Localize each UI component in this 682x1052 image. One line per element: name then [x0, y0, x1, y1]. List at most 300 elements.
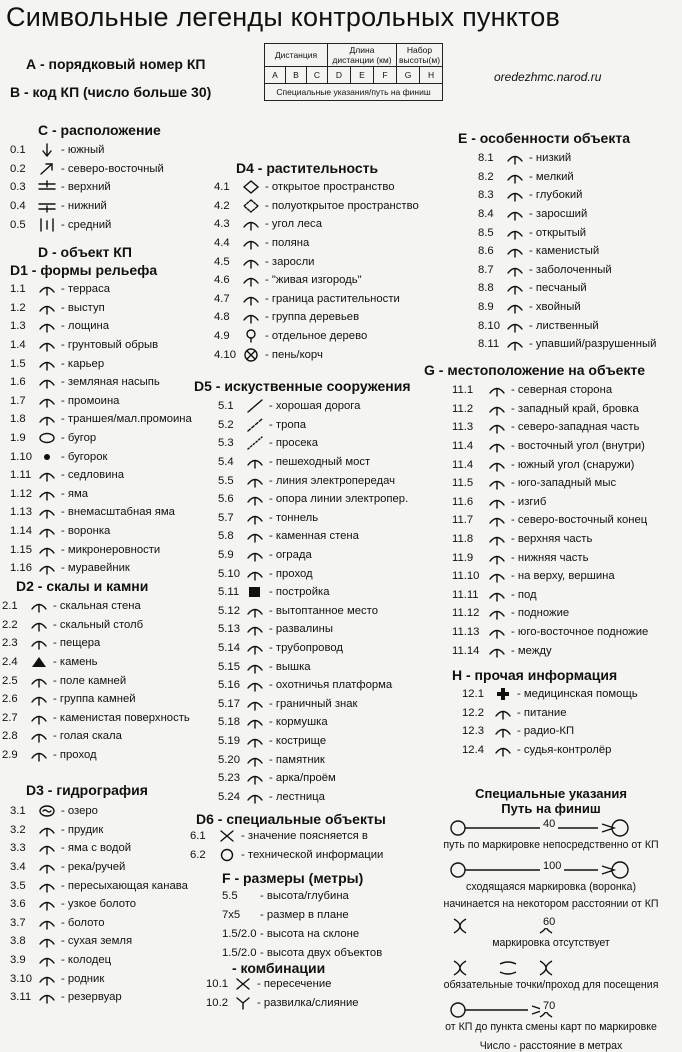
legend-item: [206, 974, 359, 993]
legend-text: - арка/проём: [269, 772, 336, 785]
legend-text: - вытоптанное место: [269, 604, 379, 617]
legend-text: - воронка: [61, 525, 111, 538]
pond-icon: [36, 823, 58, 837]
legend-code: 1.9: [10, 432, 26, 445]
north-side-icon: [486, 383, 508, 397]
firm-ground-icon: [36, 934, 58, 948]
shallow-icon: [504, 170, 526, 184]
road-icon: [244, 399, 266, 413]
legend-code: 5.24: [218, 790, 240, 803]
legend-text: - каменистый: [529, 245, 600, 258]
legend-text: - подножие: [511, 607, 570, 620]
legend-code: 11.2: [452, 402, 474, 415]
legend-code: 3.4: [10, 861, 26, 874]
legend-code: 1.12: [10, 487, 32, 500]
small-gully-icon: [36, 412, 58, 426]
legend-text: - заросший: [529, 208, 588, 221]
legend-code: 8.9: [478, 301, 494, 314]
legend-code: 1.6: [10, 376, 26, 389]
legend-text: - верхняя часть: [511, 533, 593, 546]
legend-code: 0.5: [10, 218, 26, 231]
legend-item: [478, 335, 656, 354]
legend-text: - изгиб: [511, 495, 547, 508]
legend-item: [452, 493, 648, 512]
legend-item: [2, 671, 190, 690]
legend-text: - пень/корч: [265, 348, 323, 361]
legend-item: [214, 290, 419, 309]
legend-item: [10, 485, 192, 504]
legend-code: 3.3: [10, 842, 26, 855]
legend-item: [10, 280, 192, 299]
first-aid-icon: [492, 687, 514, 701]
nw-part-icon: [486, 420, 508, 434]
legend-text: - западный край, бровка: [511, 402, 639, 415]
legend-item: [214, 271, 419, 290]
legend-item: [218, 546, 408, 565]
section-list-f: [222, 886, 382, 962]
legend-code: 4.4: [214, 237, 230, 250]
bare-rock-icon: [28, 729, 50, 743]
legend-code: 5.16: [218, 679, 240, 692]
clearing-icon: [240, 236, 262, 250]
open-land-icon: [240, 180, 262, 194]
tower-icon: [244, 660, 266, 674]
legend-code: 1.16: [10, 562, 32, 575]
small-depression-icon: [36, 505, 58, 519]
legend-text: - судья-контролёр: [517, 744, 612, 757]
section-title-d5: D5 - искуственные сооружения: [194, 378, 411, 394]
legend-code: 2.2: [2, 618, 18, 631]
feeder-icon: [244, 715, 266, 729]
legend-code: 0.4: [10, 200, 26, 213]
legend-code: 2.9: [2, 749, 18, 762]
legend-text: - камень: [53, 656, 98, 669]
legend-item: [218, 583, 408, 602]
legend-item: [218, 769, 408, 788]
legend-text: - выступ: [61, 301, 105, 314]
between-icon: [486, 644, 508, 658]
legend-item: [452, 623, 648, 642]
earth-bank-icon: [36, 338, 58, 352]
legend-code: 3.8: [10, 935, 26, 948]
special-row-text: от КП до пункта смены карт по маркировке: [445, 1021, 657, 1033]
legend-item: [452, 548, 648, 567]
legend-text: - озеро: [61, 805, 98, 818]
source-url: oredezhmc.narod.ru: [494, 70, 602, 84]
ruined-icon: [504, 337, 526, 351]
distance-value: 40: [540, 818, 558, 830]
table-column-h: H: [420, 67, 443, 84]
legend-text: - проход: [269, 567, 313, 580]
radio-icon: [492, 724, 514, 738]
legend-code: 1.5/2.0: [222, 927, 257, 940]
legend-text: - родник: [61, 972, 105, 985]
legend-item: [214, 178, 419, 197]
quarry-icon: [36, 357, 58, 371]
legend-code: 4.6: [214, 274, 230, 287]
well-icon: [36, 953, 58, 967]
stone-wall-icon: [244, 529, 266, 543]
section-list-d3: [10, 802, 188, 1007]
legend-code: 11.12: [452, 607, 480, 620]
legend-item: [10, 373, 192, 392]
legend-item: [452, 455, 648, 474]
sw-tip-icon: [486, 476, 508, 490]
legend-text: - хорошая дорога: [269, 400, 361, 413]
controller-icon: [492, 743, 514, 757]
boulder-cluster-icon: [28, 692, 50, 706]
legend-text: - микронеровности: [61, 543, 161, 556]
legend-item: [218, 416, 408, 435]
legend-item: [10, 178, 164, 197]
legend-text: - южный: [61, 144, 105, 157]
legend-text: - северо-восточный конец: [511, 514, 648, 527]
special-row: [420, 860, 682, 916]
legend-item: [10, 969, 188, 988]
east-corner-inside-icon: [486, 439, 508, 453]
legend-code: 3.11: [10, 991, 32, 1004]
legend-text: - заросли: [265, 255, 315, 268]
legend-item: [462, 685, 638, 704]
south-corner-outside-icon: [486, 458, 508, 472]
legend-item: [222, 905, 382, 924]
page-title: Символьные легенды контрольных пунктов: [6, 2, 561, 32]
ruin-icon: [244, 622, 266, 636]
legend-code: 8.11: [478, 338, 500, 351]
legend-code: 12.3: [462, 725, 484, 738]
legend-code: 8.3: [478, 189, 494, 202]
deep-icon: [504, 188, 526, 202]
legend-code: 6.2: [190, 848, 206, 861]
legend-code: 3.6: [10, 898, 26, 911]
legend-text: - яма: [61, 487, 89, 500]
legend-text: - на верху, вершина: [511, 570, 615, 583]
intro-a: А - порядковый номер КП: [26, 56, 206, 72]
legend-item: [478, 242, 656, 261]
legend-code: 10.1: [206, 977, 228, 990]
legend-code: 1.15: [10, 543, 32, 556]
legend-code: 2.4: [2, 656, 18, 669]
legend-item: [218, 602, 408, 621]
ditch-icon: [36, 879, 58, 893]
marshy-icon: [504, 263, 526, 277]
legend-code: 5.6: [218, 493, 234, 506]
legend-text: - лиственный: [529, 319, 599, 332]
legend-item: [10, 354, 192, 373]
legend-text: - глубокий: [529, 189, 583, 202]
legend-code: 11.3: [452, 421, 474, 434]
legend-item: [10, 802, 188, 821]
legend-item: [10, 429, 192, 448]
legend-item: [2, 616, 190, 635]
legend-item: [10, 447, 192, 466]
section-list-c: [10, 141, 164, 234]
section-title-e: E - особенности объекта: [458, 130, 630, 146]
legend-text: - промоина: [61, 394, 120, 407]
legend-code: 5.5: [218, 474, 234, 487]
legend-text: - между: [511, 644, 552, 657]
legend-code: 4.3: [214, 218, 230, 231]
legend-item: [452, 400, 648, 419]
legend-text: - пересечение: [257, 977, 332, 990]
terrace-icon: [36, 282, 58, 296]
legend-text: - нижний: [61, 200, 107, 213]
legend-code: 11.1: [452, 384, 474, 397]
legend-text: - упавший/разрушенный: [529, 338, 657, 351]
lake-icon: [36, 804, 58, 818]
special-row-text: маркировка отсутствует: [492, 937, 610, 949]
legend-text: - ограда: [269, 549, 312, 562]
legend-code: 5.9: [218, 549, 234, 562]
special-row-text: начинается на некотором расстоянии от КП: [443, 898, 659, 910]
legend-text: - кормушка: [269, 716, 328, 729]
legend-item: [10, 932, 188, 951]
legend-text: - седловина: [61, 469, 125, 482]
legend-code: 5.17: [218, 697, 240, 710]
legend-code: 5.4: [218, 456, 234, 469]
water-tank-icon: [36, 990, 58, 1004]
legend-item: [478, 168, 656, 187]
legend-text: - сухая земля: [61, 935, 133, 948]
legend-text: - радио-КП: [517, 725, 575, 738]
section-title-d1: D1 - формы рельефа: [10, 262, 158, 278]
legend-code: 8.8: [478, 282, 494, 295]
middle-icon: [36, 218, 58, 232]
control-description-table: [264, 43, 443, 101]
special-row: [420, 958, 682, 1000]
legend-text: - медицинская помощь: [517, 688, 638, 701]
legend-item: [478, 261, 656, 280]
stony-ground-icon: [28, 711, 50, 725]
section-list-comb: [206, 974, 359, 1012]
section-title-comb: - комбинации: [232, 960, 326, 976]
track-icon: [244, 418, 266, 432]
legend-text: - восточный угол (внутри): [511, 440, 645, 453]
legend-item: [214, 308, 419, 327]
distance-value: 100: [540, 860, 564, 872]
se-foot-icon: [486, 625, 508, 639]
legend-item: [10, 197, 164, 216]
legend-text: - болото: [61, 916, 105, 929]
legend-code: 5.12: [218, 604, 240, 617]
legend-text: - низкий: [529, 152, 572, 165]
legend-code: 8.4: [478, 208, 494, 221]
legend-text: - резервуар: [61, 991, 122, 1004]
special-footer: Число - расстояние в метрах: [479, 1040, 623, 1052]
junction-icon: [232, 996, 254, 1010]
legend-text: - яма с водой: [61, 842, 132, 855]
legend-item: [452, 586, 648, 605]
legend-code: 5.15: [218, 660, 240, 673]
legend-item: [452, 641, 648, 660]
legend-code: 11.5: [452, 477, 474, 490]
legend-text: - пешеходный мост: [269, 456, 371, 469]
legend-text: - лощина: [61, 320, 110, 333]
legend-item: [190, 846, 383, 865]
legend-item: [214, 197, 419, 216]
legend-code: 11.6: [452, 495, 474, 508]
legend-code: 5.13: [218, 623, 240, 636]
semi-open-icon: [240, 199, 262, 213]
legend-code: 1.2: [10, 301, 26, 314]
legend-item: [478, 149, 656, 168]
legend-code: 6.1: [190, 830, 206, 843]
legend-item: [462, 722, 638, 741]
legend-item: [10, 914, 188, 933]
legend-text: - хвойный: [529, 301, 581, 314]
legend-code: 1.13: [10, 506, 32, 519]
legend-text: - лестница: [269, 790, 325, 803]
legend-text: - поле камней: [53, 674, 127, 687]
legend-item: [10, 466, 192, 485]
legend-text: - размер в плане: [260, 908, 349, 921]
legend-item: [478, 298, 656, 317]
rock-pillar-icon: [28, 618, 50, 632]
legend-item: [10, 299, 192, 318]
legend-item: [218, 527, 408, 546]
legend-item: [452, 530, 648, 549]
legend-code: 5.7: [218, 511, 234, 524]
lower-bar-icon: [36, 199, 58, 213]
stump-icon: [240, 348, 262, 362]
legend-text: - высота/глубина: [260, 889, 349, 902]
legend-code: 3.10: [10, 972, 32, 985]
legend-code: 7x5: [222, 908, 241, 921]
section-title-c: С - расположение: [38, 122, 161, 138]
legend-code: 5.11: [218, 586, 240, 599]
section-title-d4: D4 - растительность: [236, 160, 379, 176]
legend-code: 5.2: [218, 418, 234, 431]
stream-icon: [36, 860, 58, 874]
legend-text: - граница растительности: [265, 292, 400, 305]
legend-text: - охотничья платформа: [269, 679, 393, 692]
legend-item: [2, 690, 190, 709]
open-icon: [504, 226, 526, 240]
legend-code: 11.7: [452, 514, 474, 527]
legend-text: - прудик: [61, 823, 104, 836]
table-column-a: A: [265, 67, 286, 84]
section-list-g: [452, 381, 648, 660]
legend-text: - верхний: [61, 181, 111, 194]
rocky-icon: [504, 244, 526, 258]
legend-code: 4.1: [214, 181, 230, 194]
legend-item: [452, 474, 648, 493]
legend-code: 8.5: [478, 226, 494, 239]
legend-code: 5.1: [218, 400, 234, 413]
circle-icon: [216, 848, 238, 862]
table-column-f: F: [374, 67, 397, 84]
legend-code: 5.10: [218, 567, 240, 580]
broken-ground-icon: [36, 543, 58, 557]
legend-item: [452, 381, 648, 400]
legend-text: - юго-восточное подножие: [511, 626, 649, 639]
legend-code: 12.1: [462, 688, 484, 701]
section-list-d6: [190, 827, 383, 864]
crossing-point-icon: [244, 567, 266, 581]
legend-item: [10, 839, 188, 858]
legend-code: 0.3: [10, 181, 26, 194]
legend-text: - колодец: [61, 954, 112, 967]
legend-text: - траншея/мал.промоина: [61, 413, 192, 426]
section-list-h: [462, 685, 638, 759]
legend-item: [10, 858, 188, 877]
legend-code: 1.11: [10, 469, 32, 482]
legend-item: [222, 886, 382, 905]
legend-code: 4.7: [214, 292, 230, 305]
section-title-d: D - объект КП: [38, 244, 132, 260]
legend-text: - северо-западная часть: [511, 421, 640, 434]
legend-code: 0.1: [10, 144, 26, 157]
legend-text: - северная сторона: [511, 384, 613, 397]
west-edge-icon: [486, 402, 508, 416]
distance-value: 70: [540, 1000, 558, 1012]
section-list-d5: [218, 397, 408, 806]
legend-code: 2.3: [2, 637, 18, 650]
legend-item: [452, 418, 648, 437]
beneath-icon: [486, 588, 508, 602]
reentrant-icon: [36, 319, 58, 333]
legend-text: - скальная стена: [53, 600, 141, 613]
legend-text: - бугор: [61, 432, 97, 445]
legend-text: - отдельное дерево: [265, 330, 368, 343]
table-column-d: D: [328, 67, 351, 84]
legend-text: - грунтовый обрыв: [61, 339, 159, 352]
legend-text: - муравейник: [61, 562, 130, 575]
fence-icon: [244, 548, 266, 562]
arrow-down-icon: [36, 143, 58, 157]
legend-text: - каменистая поверхность: [53, 711, 190, 724]
legend-item: [218, 732, 408, 751]
legend-code: 8.1: [478, 152, 494, 165]
upper-bar-icon: [36, 180, 58, 194]
table-header-climb: Набор высоты(м): [397, 44, 443, 67]
building-icon: [244, 585, 266, 599]
legend-code: 1.10: [10, 450, 32, 463]
legend-code: 11.11: [452, 588, 479, 601]
crossing-icon: [232, 977, 254, 991]
legend-text: - тоннель: [269, 511, 319, 524]
legend-text: - проход: [53, 749, 97, 762]
legend-item: [214, 252, 419, 271]
legend-text: - нижняя часть: [511, 551, 589, 564]
narrow-marsh-icon: [36, 897, 58, 911]
legend-code: 11.9: [452, 551, 474, 564]
legend-code: 5.23: [218, 772, 240, 785]
table-header-length: Длина дистанции (км): [328, 44, 397, 67]
legend-text: - песчаный: [529, 282, 587, 295]
section-title-d3: D3 - гидрография: [26, 782, 148, 798]
power-line-icon: [244, 474, 266, 488]
legend-item: [10, 160, 164, 179]
legend-text: - пересыхающая канава: [61, 879, 188, 892]
special-row-text: обязательные точки/проход для посещения: [443, 979, 659, 991]
legend-item: [2, 634, 190, 653]
ne-end-icon: [486, 513, 508, 527]
legend-text: - кострище: [269, 734, 327, 747]
legend-code: 4.9: [214, 330, 230, 343]
legend-text: - группа деревьев: [265, 311, 360, 324]
depression-icon: [36, 487, 58, 501]
legend-item: [478, 279, 656, 298]
legend-code: 8.10: [478, 319, 500, 332]
legend-code: 8.7: [478, 263, 494, 276]
legend-code: 11.13: [452, 626, 480, 639]
table-column-c: C: [307, 67, 328, 84]
copse-icon: [240, 310, 262, 324]
pipeline-icon: [244, 641, 266, 655]
legend-item: [2, 597, 190, 616]
legend-text: - открытый: [529, 226, 587, 239]
